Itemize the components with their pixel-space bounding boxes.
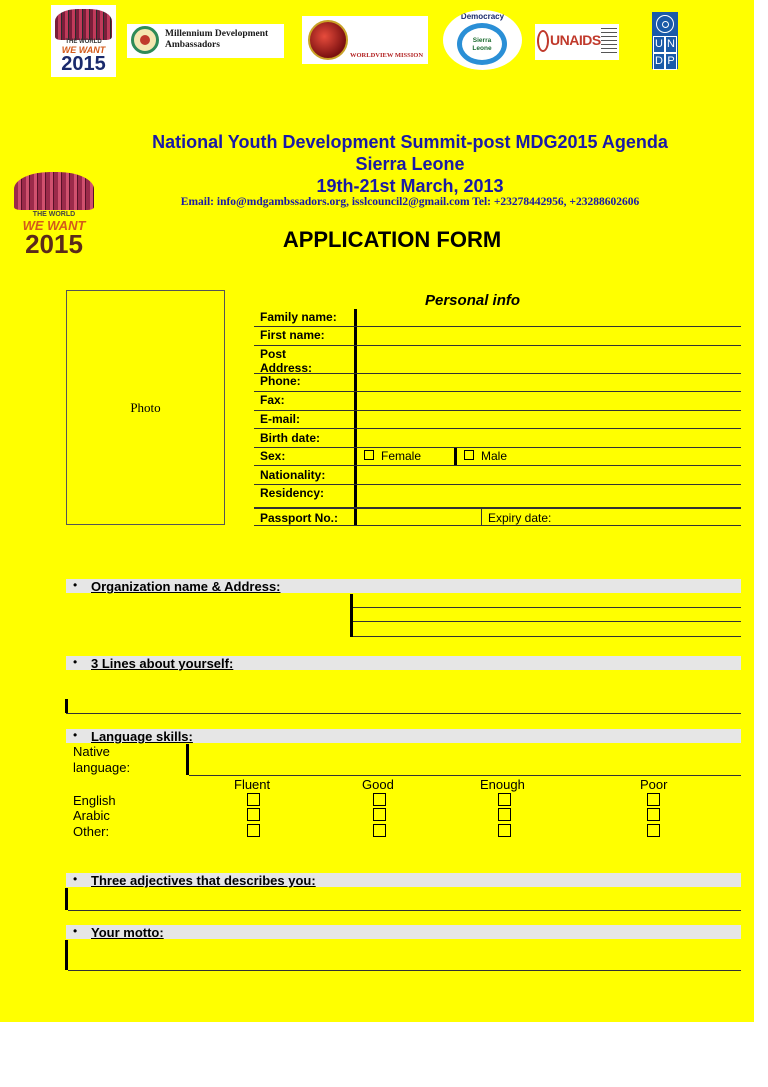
logo-text: WE WANT — [61, 45, 106, 55]
family-name-label: Family name: — [260, 310, 337, 324]
male-label: Male — [481, 449, 508, 463]
bullet-icon: • — [73, 872, 78, 886]
native-language-label — [73, 744, 130, 776]
logo-text: WE WANT — [22, 218, 86, 233]
field-separator — [454, 448, 457, 465]
logo-year: 2015 — [25, 229, 83, 259]
nationality-label: Nationality: — [260, 468, 326, 482]
field-separator — [354, 309, 357, 326]
arabic-enough-checkbox[interactable] — [498, 808, 511, 821]
field-separator — [354, 448, 357, 465]
field-separator — [354, 429, 357, 447]
fine-print-graphic — [601, 28, 617, 56]
about-line[interactable] — [66, 713, 741, 714]
logo-text: D — [653, 53, 665, 70]
language-heading: Language skills: — [91, 729, 193, 744]
other-good-checkbox[interactable] — [373, 824, 386, 837]
post-address-label: Post — [260, 347, 287, 361]
worldview-mission-logo — [302, 16, 428, 64]
world-we-want-logo-small — [51, 5, 116, 77]
ribbon-icon — [537, 30, 549, 52]
logo-text: THE WORLD — [65, 39, 102, 45]
logo-text: Ambassadors — [165, 40, 220, 50]
contact-line: Email: info@mdgambssadors.org, isslcouncil2@gmail.com Tel: +23278442956, +23288602606 — [180, 196, 640, 208]
field-separator — [354, 327, 357, 345]
field-separator — [65, 888, 68, 910]
residency-label: Residency: — [260, 486, 325, 500]
english-poor-checkbox[interactable] — [647, 793, 660, 806]
field-separator — [354, 485, 357, 507]
field-separator — [354, 411, 357, 428]
motto-section-header — [66, 925, 741, 939]
field-separator — [65, 699, 68, 713]
birth-date-row[interactable] — [254, 429, 741, 448]
residency-row[interactable] — [254, 485, 741, 508]
democracy-sierra-leone-logo — [443, 10, 522, 70]
sex-label: Sex: — [260, 449, 286, 463]
title-line: Sierra Leone — [355, 154, 465, 174]
post-address-row[interactable] — [254, 346, 741, 374]
level-good-label: Good — [362, 777, 394, 792]
un-emblem-icon — [656, 15, 674, 33]
logo-text: Democracy — [460, 12, 505, 21]
level-poor-label: Poor — [640, 777, 668, 792]
motto-line[interactable] — [68, 970, 741, 971]
phone-label: Phone: — [260, 374, 301, 388]
phone-row[interactable] — [254, 374, 741, 392]
native-language-label-line: Native — [73, 744, 110, 759]
bullet-icon: • — [73, 655, 78, 669]
birth-date-label: Birth date: — [260, 431, 320, 445]
field-separator — [354, 509, 357, 525]
photo-box[interactable] — [66, 290, 225, 525]
field-separator — [354, 466, 357, 484]
mda-emblem-icon — [131, 26, 159, 54]
logo-text: Leone — [472, 45, 492, 52]
language-section-header — [66, 729, 741, 743]
english-fluent-checkbox[interactable] — [247, 793, 260, 806]
bullet-icon: • — [73, 728, 78, 742]
organization-line-1[interactable] — [353, 607, 741, 608]
nationality-row[interactable] — [254, 466, 741, 485]
logo-text: Millennium Development — [165, 29, 269, 39]
arabic-fluent-checkbox[interactable] — [247, 808, 260, 821]
language-row-label: Other: — [73, 824, 110, 839]
female-checkbox[interactable] — [364, 450, 374, 460]
organization-line-3[interactable] — [353, 636, 741, 637]
organization-line-2[interactable] — [353, 621, 741, 622]
adjectives-line[interactable] — [68, 910, 741, 911]
logo-text: U — [653, 36, 665, 53]
organization-section-header — [66, 579, 741, 593]
other-fluent-checkbox[interactable] — [247, 824, 260, 837]
passport-label: Passport No.: — [260, 511, 339, 525]
unaids-logo — [535, 24, 619, 60]
language-row-label: Arabic — [73, 808, 110, 823]
about-heading: 3 Lines about yourself: — [91, 656, 234, 671]
arabic-poor-checkbox[interactable] — [647, 808, 660, 821]
logo-text: N — [665, 36, 677, 53]
photo-label: Photo — [130, 400, 161, 415]
post-address-label: Address: — [260, 361, 313, 375]
personal-info-heading: Personal info — [425, 292, 521, 309]
organization-heading: Organization name & Address: — [91, 579, 281, 594]
adjectives-section-header — [66, 873, 741, 887]
mda-logo — [127, 24, 284, 58]
sex-row — [254, 448, 741, 466]
passport-row[interactable] — [254, 508, 741, 526]
arabic-good-checkbox[interactable] — [373, 808, 386, 821]
email-label: E-mail: — [260, 412, 301, 426]
field-separator — [354, 346, 357, 373]
logo-text: Sierra — [472, 37, 492, 44]
english-enough-checkbox[interactable] — [498, 793, 511, 806]
expiry-date-label: Expiry date: — [488, 511, 552, 525]
democracy-ring-icon — [457, 23, 507, 65]
undp-logo — [652, 12, 678, 69]
globe-icon — [308, 20, 348, 60]
other-enough-checkbox[interactable] — [498, 824, 511, 837]
summit-title — [70, 131, 750, 197]
first-name-label: First name: — [260, 328, 325, 342]
fax-label: Fax: — [260, 393, 285, 407]
other-poor-checkbox[interactable] — [647, 824, 660, 837]
field-separator — [186, 744, 189, 775]
motto-heading: Your motto: — [91, 925, 164, 940]
adjectives-heading: Three adjectives that describes you: — [91, 873, 316, 888]
male-checkbox[interactable] — [464, 450, 474, 460]
level-enough-label: Enough — [480, 777, 525, 792]
first-name-row[interactable] — [254, 327, 741, 346]
about-section-header — [66, 656, 741, 670]
logo-text: THE WORLD — [32, 211, 76, 218]
title-line: 19th-21st March, 2013 — [316, 176, 504, 196]
english-good-checkbox[interactable] — [373, 793, 386, 806]
logo-year: 2015 — [61, 53, 106, 75]
field-separator — [354, 392, 357, 410]
logo-text: WORLDVIEW MISSION — [350, 52, 424, 59]
bullet-icon: • — [73, 578, 78, 592]
bullet-icon: • — [73, 924, 78, 938]
level-fluent-label: Fluent — [234, 777, 271, 792]
native-language-label-line: language: — [73, 760, 131, 775]
field-separator — [350, 594, 353, 637]
field-separator — [354, 374, 357, 391]
logo-text: UNAIDS — [550, 32, 601, 48]
native-language-line[interactable] — [189, 775, 741, 776]
field-separator — [65, 940, 68, 970]
form-title: APPLICATION FORM — [282, 227, 502, 252]
email-row[interactable] — [254, 411, 741, 429]
title-line: National Youth Development Summit-post MDG2015 Agenda — [152, 132, 668, 152]
field-separator — [481, 509, 482, 525]
logo-text: P — [665, 53, 677, 70]
fax-row[interactable] — [254, 392, 741, 411]
female-label: Female — [381, 449, 422, 463]
language-row-label: English — [73, 793, 116, 808]
family-name-row[interactable] — [254, 309, 741, 327]
